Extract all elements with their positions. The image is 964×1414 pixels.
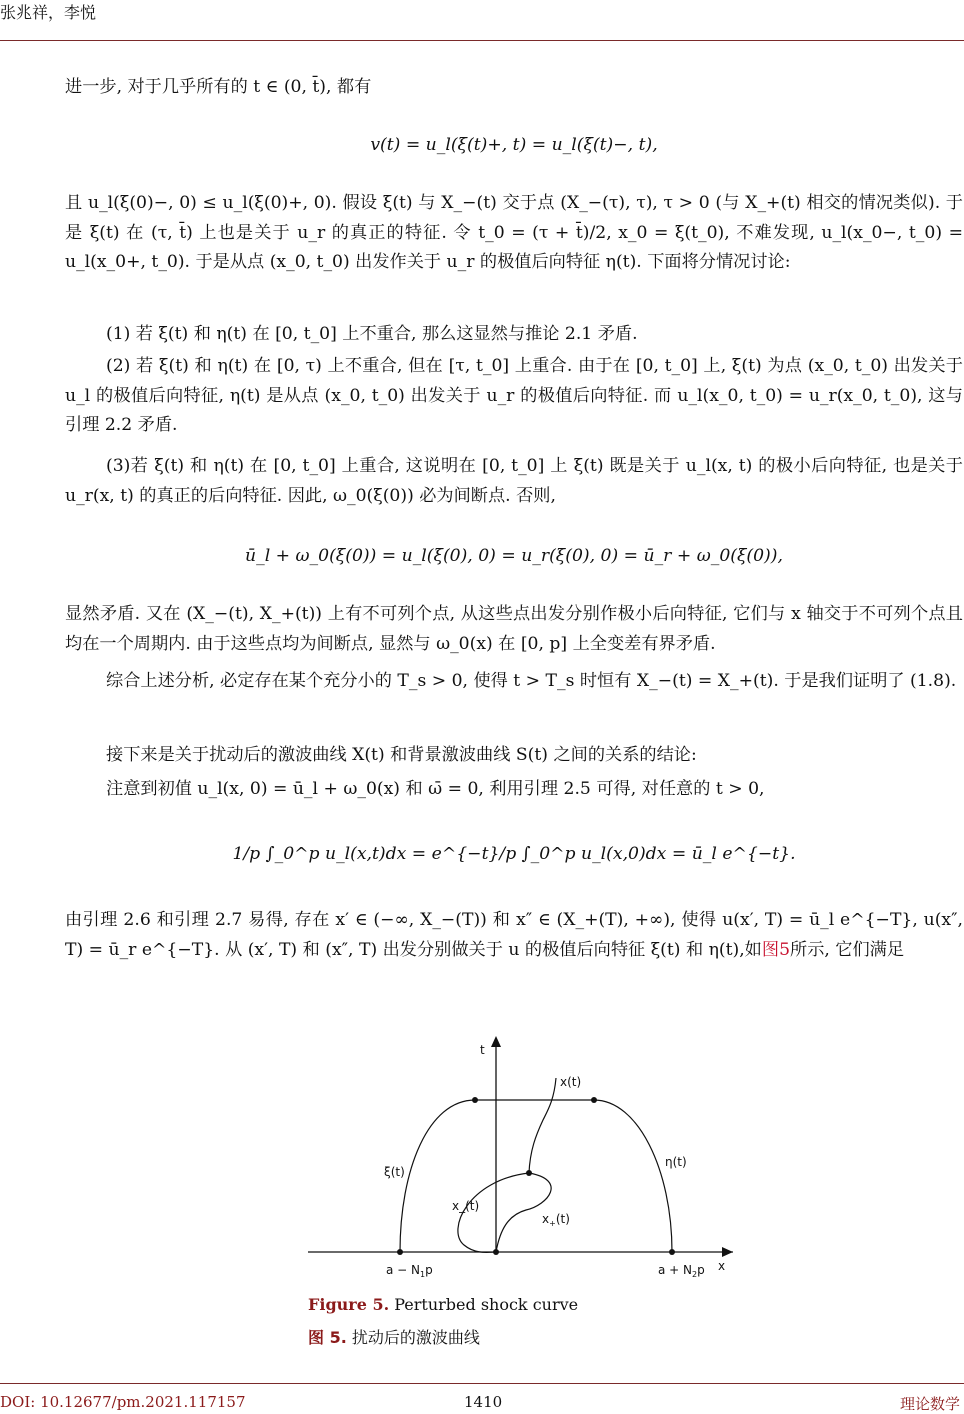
equation-v: v(t) = u_l(ξ(t)+, t) = u_l(ξ(t)−, t), <box>370 135 658 155</box>
xi-curve <box>400 1100 475 1252</box>
figure-ref-link[interactable]: 图5 <box>761 939 790 960</box>
paragraph-lemma-text: 由引理 2.6 和引理 2.7 易得, 存在 x′ ∈ (−∞, X_−(T)) 和 x″ ∈ (X_+(T), +∞), 使得 u(x′, T) = ū_l e^{−T}, u(x″, T) = ū_r e^{−T}. 从 (x′, T) 和 (x″, T) 出发分别做关于 u 的极值后向特征 ξ(t) 和 η(t),如 <box>65 910 963 960</box>
footer-page-number: 1410 <box>464 1393 503 1411</box>
figure-caption-en-label: Figure 5. <box>308 1295 390 1314</box>
right-base-label-sub: 2 <box>692 1270 698 1279</box>
paragraph-intro: 进一步, 对于几乎所有的 t ∈ (0, t̄), 都有 <box>65 77 372 97</box>
paragraph-contradiction: 显然矛盾. 又在 (X_−(t), X_+(t)) 上有不可列个点, 从这些点出发分别作极小后向特征, 它们与 x 轴交于不可列个点且均在一个周期内. 由于这些点均为间断点, 显然与 ω_0(x) 在 [0, p] 上全变差有界矛盾. <box>65 604 963 654</box>
figure-caption-zh <box>308 1325 480 1348</box>
footer-doi[interactable]: DOI: 10.12677/pm.2021.117157 <box>0 1393 246 1411</box>
left-base-label-main: a − N <box>386 1263 421 1277</box>
eta-curve-label: η(t) <box>665 1155 687 1169</box>
x-curve <box>529 1078 556 1173</box>
eta-curve <box>594 1100 672 1252</box>
left-base-dot <box>397 1249 403 1255</box>
right-base-label-tail: p <box>697 1263 705 1277</box>
figure-caption-en <box>308 1295 578 1314</box>
left-base-label-tail: p <box>425 1263 433 1277</box>
page-header-authors: 张兆祥，李悦 <box>0 3 97 22</box>
paragraph-case1: (1) 若 ξ(t) 和 η(t) 在 [0, t_0] 上不重合, 那么这显然与推论 2.1 矛盾. <box>106 324 638 344</box>
x-plus-label-tail: (t) <box>555 1212 570 1226</box>
x-plus-label-main: x <box>542 1212 550 1226</box>
paragraph-next: 接下来是关于扰动后的激波曲线 X(t) 和背景激波曲线 S(t) 之间的关系的结论: <box>106 745 697 765</box>
top-right-dot <box>591 1097 597 1103</box>
header-rule <box>0 40 964 41</box>
paragraph-summary: 综合上述分析, 必定存在某个充分小的 T_s > 0, 使得 t > T_s 时恒有 X_−(t) = X_+(t). 于是我们证明了 (1.8). <box>106 671 957 691</box>
figure-caption-zh-label: 图 5. <box>308 1328 347 1347</box>
figure-5-diagram <box>308 1030 738 1280</box>
paragraph-case2: (2) 若 ξ(t) 和 η(t) 在 [0, τ) 上不重合, 但在 [τ, t_0] 上重合. 由于在 [0, t_0] 上, ξ(t) 为点 (x_0, t_0) 出发关于 u_l 的极值后向特征, η(t) 是从点 (x_0, t_0) 出发关于 u_r 的极值后向特征. 而 u_l(x_0, t_0) = u_r(x_0, t_0), 这与引理 2.2 矛盾. <box>65 356 963 435</box>
paragraph-assume: 且 u_l(ξ(0)−, 0) ≤ u_l(ξ(0)+, 0). 假设 ξ(t) 与 X_−(t) 交于点 (X_−(τ), τ), τ > 0 (与 X_+(t) 相交的情况类似). 于是 ξ(t) 在 (τ, t̄) 上也是关于 u_r 的真正的特征. 令 t_0 = (τ + t̄)/2, x_0 = ξ(t_0), 不难发现, u_l(x_0−, t_0) = u_l(x_0+, t_0). 于是从点 (x_0, t_0) 出发作关于 u_r 的极值后向特征 η(t). 下面将分情况讨论: <box>65 193 963 272</box>
left-base-label-sub: 1 <box>420 1270 426 1279</box>
footer-journal: 理论数学 <box>899 1395 960 1413</box>
origin-dot <box>493 1249 499 1255</box>
top-left-dot <box>472 1097 478 1103</box>
figure-caption-zh-text: 扰动后的激波曲线 <box>351 1328 480 1347</box>
x-plus-label <box>542 1212 570 1228</box>
paragraph-case3: (3)若 ξ(t) 和 η(t) 在 [0, t_0] 上重合, 这说明在 [0, t_0] 上 ξ(t) 既是关于 u_l(x, t) 的极小后向特征, 也是关于 u_r(x, t) 的真正的后向特征. 因此, ω_0(ξ(0)) 必为间断点. 否则, <box>65 456 963 506</box>
paragraph-lemma <box>65 906 963 965</box>
paragraph-initial: 注意到初值 u_l(x, 0) = ū_l + ω_0(x) 和 ω̄ = 0, 利用引理 2.5 可得, 对任意的 t > 0, <box>106 779 765 799</box>
right-base-label <box>658 1263 705 1279</box>
equation-omega: ū_l + ω_0(ξ(0)) = u_l(ξ(0), 0) = u_r(ξ(0), 0) = ū_r + ω_0(ξ(0)), <box>245 546 783 566</box>
x-minus-label: x_(t) <box>452 1199 480 1213</box>
paragraph-lemma-tail: 所示, 它们满足 <box>790 939 905 960</box>
x-axis-label: x <box>718 1259 726 1273</box>
footer-rule <box>0 1383 964 1384</box>
xi-curve-label: ξ(t) <box>384 1165 405 1179</box>
left-base-label <box>386 1263 433 1279</box>
x-curve-label: x(t) <box>560 1075 582 1089</box>
t-axis-arrow-icon <box>491 1036 501 1047</box>
t-axis-label: t <box>480 1043 485 1057</box>
right-base-label-main: a + N <box>658 1263 693 1277</box>
right-base-dot <box>669 1249 675 1255</box>
junction-dot <box>526 1170 532 1176</box>
x-plus-label-sub: + <box>549 1219 556 1228</box>
figure-caption-en-text: Perturbed shock curve <box>394 1295 579 1314</box>
equation-integral: 1/p ∫_0^p u_l(x,t)dx = e^{−t}/p ∫_0^p u_l(x,0)dx = ū_l e^{−t}. <box>232 844 796 864</box>
x-axis-arrow-icon <box>722 1247 733 1257</box>
